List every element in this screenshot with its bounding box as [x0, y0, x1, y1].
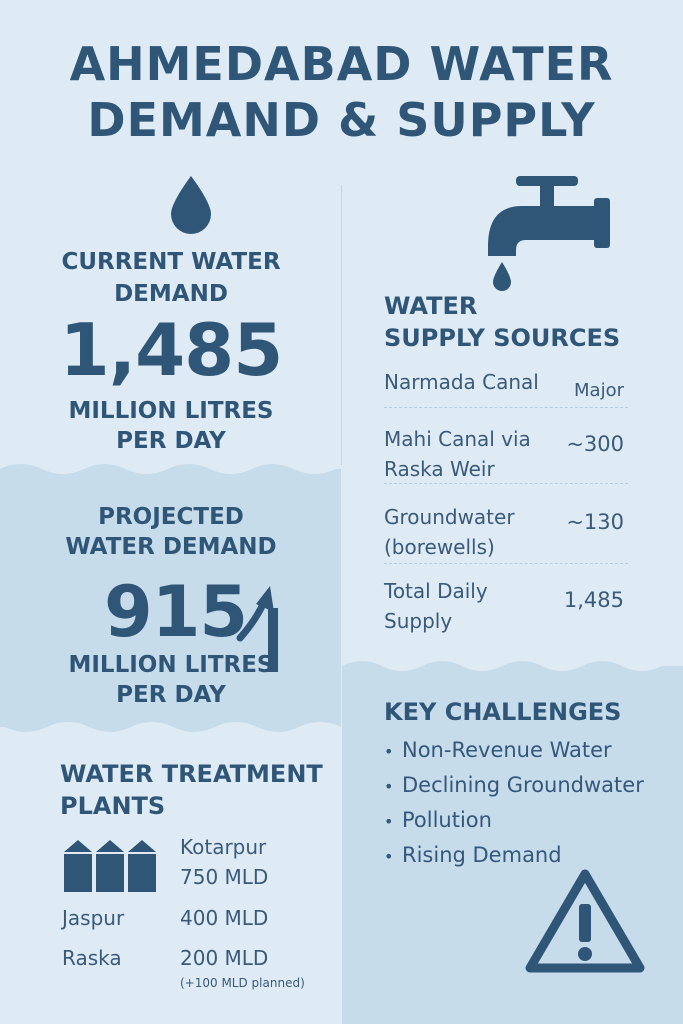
- projected-demand-label-line-2: WATER DEMAND: [65, 534, 277, 560]
- supply-source-name: Narmada Canal: [384, 370, 539, 394]
- supply-source-name-line-1: Mahi Canal via: [384, 427, 531, 451]
- plant-note: (+100 MLD planned): [180, 976, 305, 990]
- challenge-text: Rising Demand: [402, 843, 562, 867]
- title-line-1: AHMEDABAD WATER: [69, 37, 614, 91]
- supply-sources-heading: [384, 290, 620, 354]
- page-title: [0, 36, 683, 148]
- supply-sources-heading-line-2: SUPPLY SOURCES: [384, 324, 621, 352]
- current-demand-unit-line-1: MILLION LITRES: [68, 398, 274, 424]
- supply-total-label: [384, 576, 488, 636]
- current-demand-unit-line-2: PER DAY: [116, 428, 226, 454]
- current-demand-unit: [40, 396, 302, 456]
- water-drop-icon: [168, 174, 214, 234]
- water-tap-icon: [482, 170, 614, 300]
- column-divider: [341, 185, 342, 465]
- title-line-2: DEMAND & SUPPLY: [87, 93, 596, 147]
- challenge-text: Declining Groundwater: [402, 773, 644, 797]
- supply-total-value: 1,485: [563, 588, 624, 612]
- supply-row: [384, 498, 628, 564]
- plant-entry: [180, 832, 268, 892]
- plant-capacity: 750 MLD: [180, 865, 269, 889]
- treatment-plants-heading: [60, 758, 323, 822]
- supply-row: [384, 418, 628, 484]
- supply-source-name-line-1: Groundwater: [384, 505, 515, 529]
- challenge-item: • Pollution: [384, 808, 492, 832]
- supply-source-name-line-2: (borewells): [384, 535, 495, 559]
- supply-row: [384, 364, 628, 408]
- challenges-heading: KEY CHALLENGES: [384, 698, 622, 726]
- current-demand-label-line-1: CURRENT WATER: [61, 249, 281, 275]
- plant-capacity: 400 MLD: [180, 906, 269, 930]
- plant-name: Jaspur: [62, 906, 125, 930]
- plant-name: Raska: [62, 946, 122, 970]
- supply-source-value: ~300: [566, 432, 624, 456]
- treatment-plant-icon: [62, 838, 160, 894]
- supply-source-name-line-2: Raska Weir: [384, 457, 495, 481]
- supply-sources-heading-line-1: WATER: [384, 292, 478, 320]
- challenge-item: • Rising Demand: [384, 843, 562, 867]
- current-demand-value: 1,485: [59, 308, 283, 392]
- supply-total-label-line-1: Total Daily: [384, 579, 488, 603]
- treatment-plants-heading-line-1: WATER TREATMENT: [60, 760, 323, 788]
- supply-source-name: [384, 502, 515, 562]
- current-demand-label: [40, 246, 302, 310]
- plant-capacity: 200 MLD: [180, 946, 269, 970]
- challenge-text: Pollution: [402, 808, 492, 832]
- projected-demand-label: [40, 502, 302, 562]
- treatment-plants-heading-line-2: PLANTS: [60, 792, 166, 820]
- projected-demand-value: 915: [104, 571, 248, 653]
- projected-demand-unit-line-1: MILLION LITRES: [68, 652, 274, 678]
- challenge-item: • Declining Groundwater: [384, 773, 644, 797]
- supply-row-total: [384, 576, 628, 642]
- supply-source-name: [384, 424, 531, 484]
- projected-demand-unit-line-2: PER DAY: [116, 682, 226, 708]
- supply-total-label-line-2: Supply: [384, 609, 453, 633]
- challenge-item: • Non-Revenue Water: [384, 738, 612, 762]
- plant-name: Kotarpur: [180, 835, 267, 859]
- projected-demand-label-line-1: PROJECTED: [98, 504, 244, 530]
- challenges-list: [384, 738, 674, 878]
- current-demand-label-line-2: DEMAND: [114, 281, 228, 307]
- supply-source-value: Major: [574, 380, 624, 401]
- warning-triangle-icon: [522, 866, 648, 976]
- projected-demand-unit: [40, 650, 302, 710]
- supply-source-value: ~130: [566, 510, 624, 534]
- challenge-text: Non-Revenue Water: [402, 738, 612, 762]
